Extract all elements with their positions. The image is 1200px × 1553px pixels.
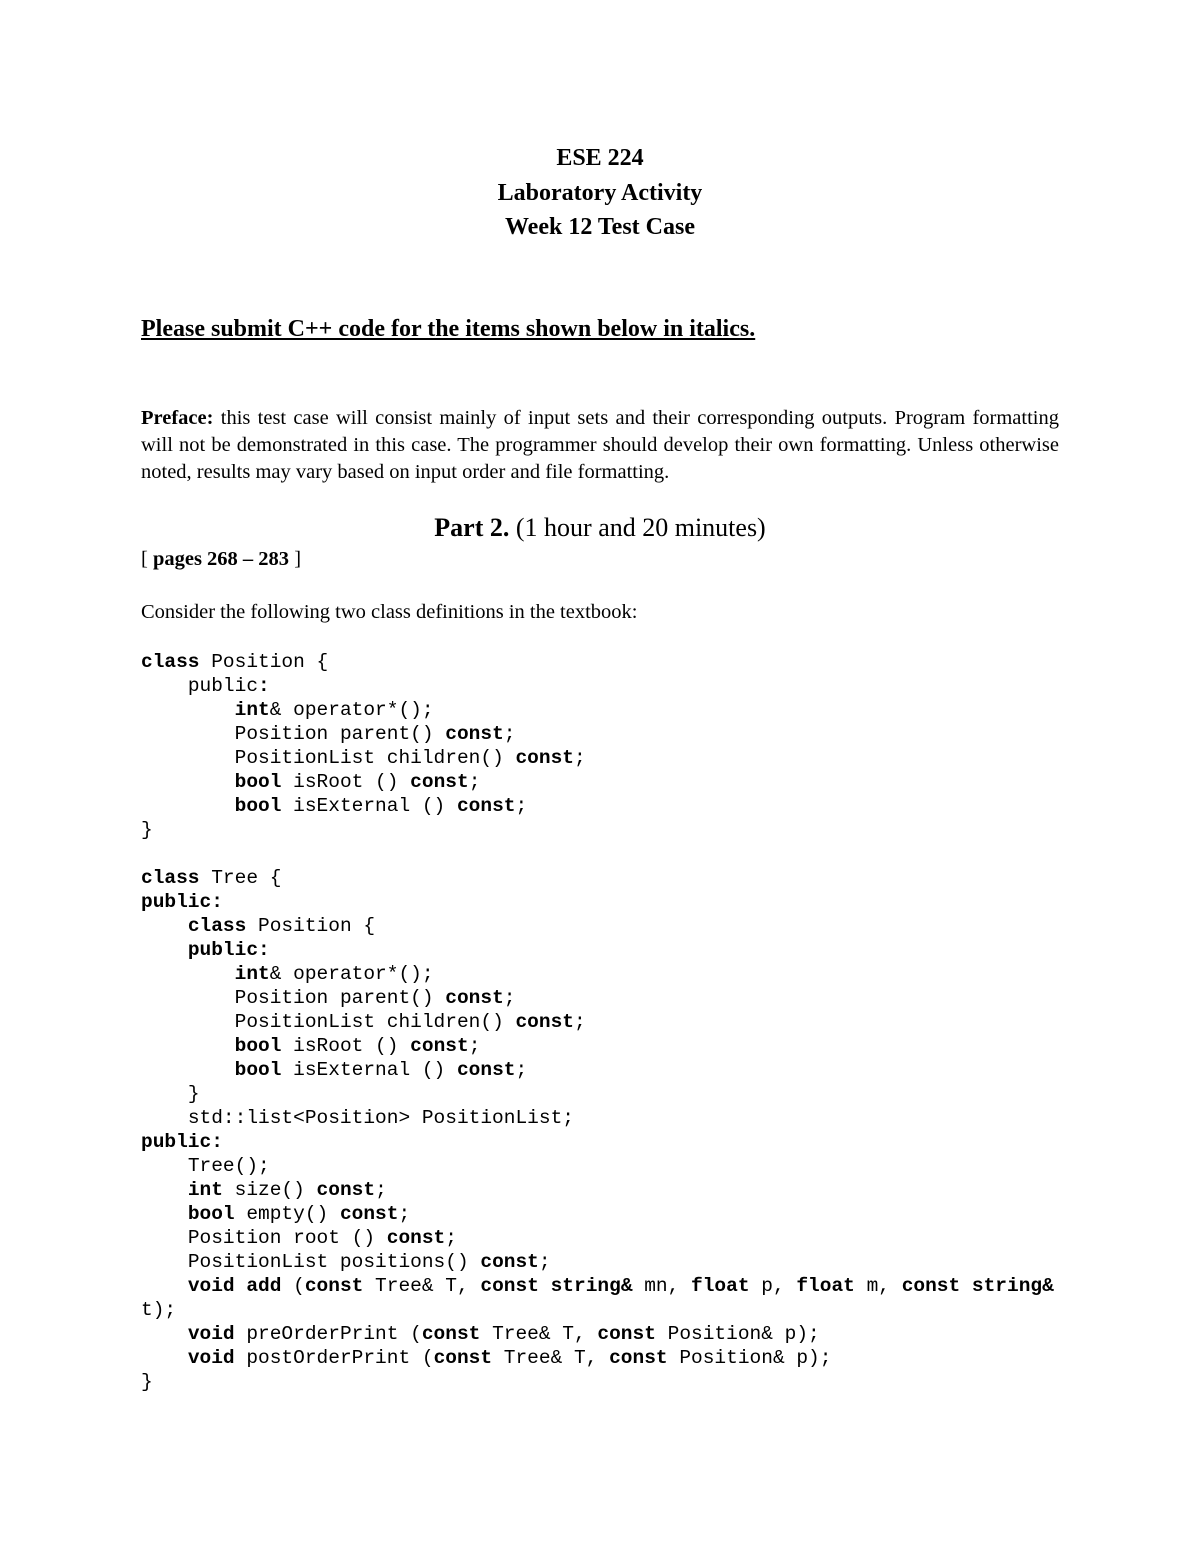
code-keyword: const [609,1347,668,1369]
code-line [141,1298,1081,1322]
code-line [141,1034,1081,1058]
code-keyword: bool [234,771,282,793]
code-text: t); [141,1299,177,1321]
code-text: } [141,1083,200,1105]
submission-instruction: Please submit C++ code for the items shown below in italics. [141,316,756,342]
code-keyword: class [141,651,200,673]
code-line [141,650,1081,674]
preface-label: Preface: [141,407,214,429]
code-keyword: const [410,1035,469,1057]
code-line [141,698,1081,722]
code-keyword: const [304,1275,364,1297]
code-keyword: const [480,1251,539,1273]
code-text: isRoot () [281,1035,411,1057]
code-line [141,1130,1081,1154]
code-keyword: const [433,1347,493,1369]
pages-range: pages 268 – 283 [152,548,290,570]
code-text [141,939,188,961]
code-keyword: public: [187,939,270,961]
code-line [141,986,1081,1010]
code-line [141,1226,1081,1250]
code-text: ; [574,1011,586,1033]
code-text: ; [574,747,586,769]
code-text: Position { [246,915,376,937]
code-keyword: float [796,1275,855,1297]
code-text: std::list<Position> PositionList; [141,1107,574,1129]
code-line [141,842,1081,866]
code-keyword: const [339,1203,399,1225]
code-text: empty() [234,1203,340,1225]
code-keyword: void [187,1323,235,1345]
code-line [141,1202,1081,1226]
code-text: m, [854,1275,902,1297]
code-text: ; [515,795,528,817]
week-title: Week 12 Test Case [504,214,695,240]
code-line [141,746,1081,770]
code-text: isExternal () [281,795,457,817]
code-line [141,1370,1081,1394]
part-duration: (1 hour and 20 minutes) [509,513,766,542]
code-text: & operator*(); [269,699,434,721]
code-keyword: const string& [901,1275,1054,1297]
code-keyword: bool [234,1059,282,1081]
code-text: mn, [632,1275,692,1297]
code-text: ( [281,1275,305,1297]
code-text: PositionList positions() [141,1251,481,1273]
code-text: Tree(); [141,1155,270,1177]
code-line [141,1250,1081,1274]
code-line [141,866,1081,890]
part-heading [0,510,1200,546]
code-text: ; [468,1035,481,1057]
code-keyword: const [410,771,469,793]
code-text [141,1275,188,1297]
code-keyword: bool [234,795,282,817]
code-text [141,1347,188,1369]
code-keyword: const [456,1059,516,1081]
code-text: ; [375,1179,387,1201]
code-text [141,1059,235,1081]
code-text: ; [503,987,516,1009]
pages-bracket-close: ] [289,548,302,570]
pages-bracket-open: [ [141,548,153,570]
code-text: Tree& T, [480,1323,598,1345]
code-keyword: float [691,1275,750,1297]
code-text: & operator*(); [269,963,434,985]
activity-title: Laboratory Activity [497,179,703,206]
code-line [141,1010,1081,1034]
code-text: PositionList children() [141,747,516,769]
code-text [141,771,235,793]
part-label: Part 2. [434,513,510,542]
code-line [141,1058,1081,1082]
code-line [141,1178,1081,1202]
code-text: isRoot () [281,771,411,793]
code-line [141,722,1081,746]
code-text: Position root () [141,1227,387,1249]
code-line [141,794,1081,818]
code-line [141,1082,1081,1106]
code-text [141,963,235,985]
code-text [141,1323,188,1345]
code-text: ; [398,1203,411,1225]
code-keyword: const [515,1011,574,1033]
code-keyword: public: [141,1131,223,1153]
code-keyword: void add [187,1275,282,1297]
code-keyword: const [386,1227,446,1249]
code-text: Position parent() [141,723,446,745]
code-line [141,674,1081,698]
code-line [141,1274,1081,1298]
code-keyword: int [234,699,270,721]
code-line [141,1154,1081,1178]
code-text: postOrderPrint ( [234,1347,434,1369]
code-keyword: class [141,867,200,889]
code-text: isExternal () [281,1059,457,1081]
code-keyword: int [234,963,270,985]
code-line [141,1346,1081,1370]
code-text: Tree& T, [492,1347,610,1369]
code-text [141,1179,188,1201]
code-text [141,699,235,721]
code-line [141,770,1081,794]
code-keyword: const string& [480,1275,633,1297]
code-keyword: const [445,723,504,745]
intro-sentence: Consider the following two class definitions in the textbook: [141,601,638,623]
code-text: ; [468,771,481,793]
code-text: } [141,819,153,841]
code-text [141,915,188,937]
code-text: ; [538,1251,551,1273]
code-text: Tree { [199,867,282,889]
code-line [141,818,1081,842]
code-keyword: bool [187,1203,235,1225]
code-line [141,938,1081,962]
code-text: ; [445,1227,457,1249]
code-text: preOrderPrint ( [234,1323,422,1345]
code-keyword: const [316,1179,376,1201]
code-keyword: int [187,1179,223,1201]
code-keyword: const [421,1323,481,1345]
code-keyword: bool [234,1035,282,1057]
code-text: } [141,1371,153,1393]
pages-reference [141,545,301,573]
code-keyword: void [187,1347,235,1369]
code-text: Tree& T, [363,1275,481,1297]
code-text: ; [503,723,516,745]
preface-text: this test case will consist mainly of input sets and their corresponding outputs. Program formatting will not be demonstrated in this case. The programmer should develop their own formatting. Unless otherwise noted, results may vary based on input order and file formatting. [141,407,1059,483]
code-text [141,795,235,817]
code-text [141,1203,188,1225]
code-keyword: const [515,747,574,769]
code-text [141,1035,235,1057]
code-listing [141,650,1081,1394]
code-keyword: public: [141,891,223,913]
code-keyword: const [445,987,504,1009]
course-title: ESE 224 [556,145,644,171]
code-text: Position { [199,651,329,673]
code-line [141,1322,1081,1346]
code-text: public [141,675,259,697]
code-line [141,914,1081,938]
document-title-block [0,141,1200,245]
code-text: size() [222,1179,317,1201]
code-text: PositionList children() [141,1011,516,1033]
code-line [141,1106,1081,1130]
code-line [141,962,1081,986]
code-text: Position parent() [141,987,446,1009]
preface-paragraph [141,405,1059,486]
code-text: ; [515,1059,528,1081]
code-text: Position& p); [655,1323,820,1345]
code-text: p, [749,1275,797,1297]
code-keyword: const [456,795,516,817]
code-keyword: const [597,1323,656,1345]
code-text: Position& p); [667,1347,832,1369]
code-keyword: : [258,675,270,697]
code-line [141,890,1081,914]
code-keyword: class [187,915,247,937]
